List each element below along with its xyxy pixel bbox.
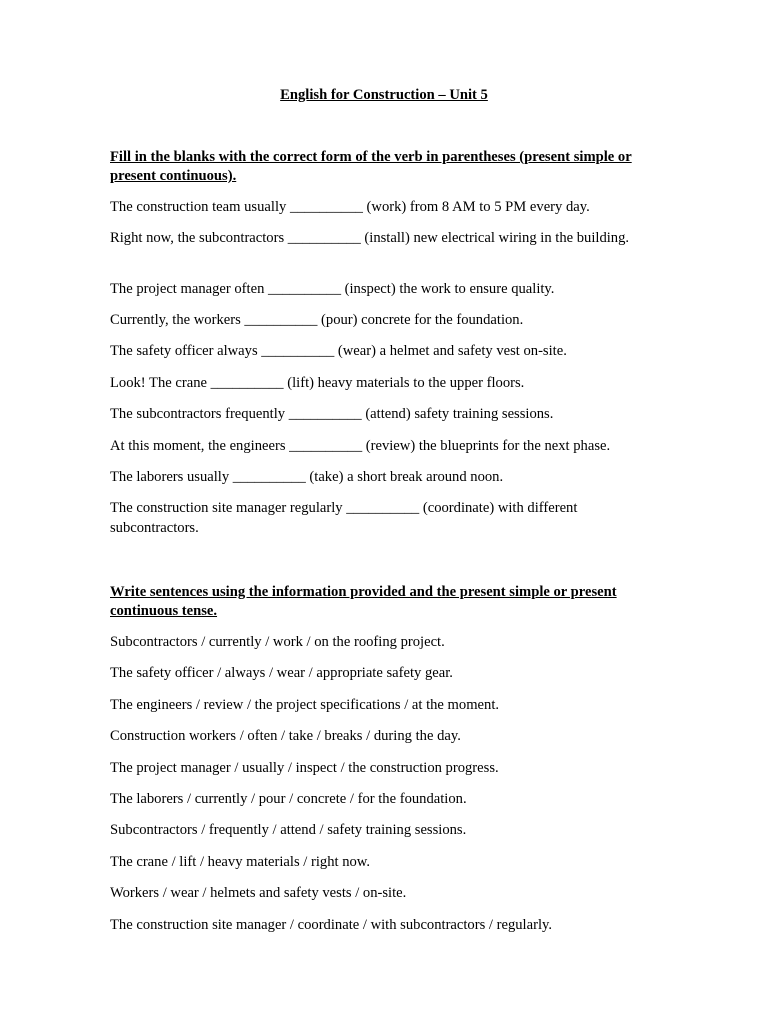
exercise2-item-8: The crane / lift / heavy materials / right now.: [110, 854, 371, 870]
exercise2-item-7: Subcontractors / frequently / attend / safety training sessions.: [110, 822, 467, 838]
exercise2-item-6: The laborers / currently / pour / concrete / for the foundation.: [110, 791, 467, 807]
exercise2-item-4: Construction workers / often / take / breaks / during the day.: [110, 728, 461, 744]
exercise2-item-9: Workers / wear / helmets and safety vests / on-site.: [110, 885, 407, 901]
section1-heading: Fill in the blanks with the correct form of the verb in parentheses (present simple or present continuous).: [110, 149, 632, 184]
exercise2-item-5: The project manager / usually / inspect / the construction progress.: [110, 760, 499, 776]
exercise2-item-10: The construction site manager / coordinate / with subcontractors / regularly.: [110, 917, 552, 933]
exercise1-item-2: Right now, the subcontractors __________ (install) new electrical wiring in the building.: [110, 230, 630, 246]
exercise2-item-1: Subcontractors / currently / work / on the roofing project.: [110, 634, 445, 650]
exercise2-item-3: The engineers / review / the project specifications / at the moment.: [110, 697, 500, 713]
section2-heading: Write sentences using the information provided and the present simple or present continuous tense.: [110, 584, 617, 619]
exercise1-item-5: The safety officer always __________ (wear) a helmet and safety vest on-site.: [110, 343, 567, 359]
exercise1-item-8: At this moment, the engineers __________ (review) the blueprints for the next phase.: [110, 438, 611, 454]
exercise1-item-7: The subcontractors frequently __________ (attend) safety training sessions.: [110, 406, 554, 422]
exercise1-item-6: Look! The crane __________ (lift) heavy materials to the upper floors.: [110, 375, 525, 391]
exercise1-item-10: The construction site manager regularly __________ (coordinate) with different subcontractors.: [110, 500, 578, 536]
exercise2-item-2: The safety officer / always / wear / appropriate safety gear.: [110, 665, 453, 681]
document-title: English for Construction – Unit 5: [280, 87, 488, 103]
exercise1-item-4: Currently, the workers __________ (pour) concrete for the foundation.: [110, 312, 524, 328]
exercise1-item-9: The laborers usually __________ (take) a short break around noon.: [110, 469, 504, 485]
exercise1-item-1: The construction team usually __________ (work) from 8 AM to 5 PM every day.: [110, 199, 590, 215]
exercise1-item-3: The project manager often __________ (inspect) the work to ensure quality.: [110, 281, 555, 297]
